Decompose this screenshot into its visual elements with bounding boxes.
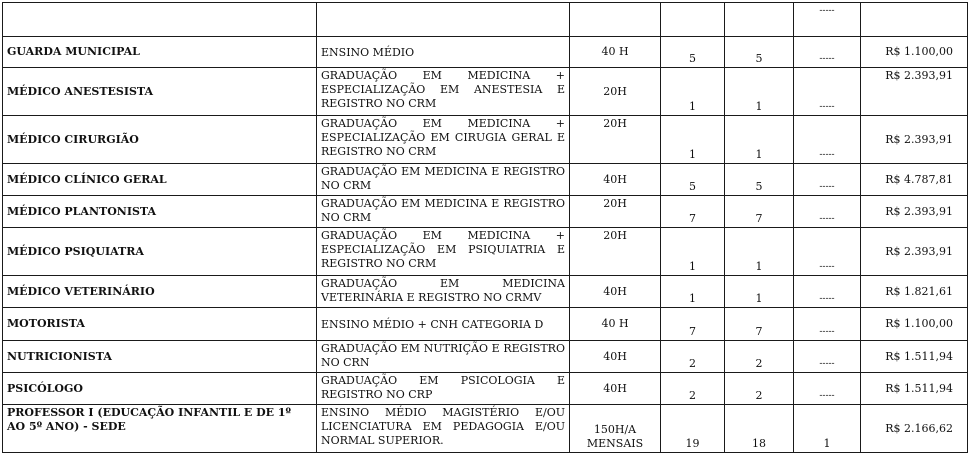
vagas-cell: 1 — [661, 68, 725, 116]
cargo-cell: PROFESSOR I (EDUCAÇÃO INFANTIL E DE 1º AO 5º ANO) - SEDE — [3, 405, 317, 453]
requisito-cell: ENSINO MÉDIO MAGISTÉRIO E/OU LICENCIATURA EM PEDAGOGIA E/OU NORMAL SUPERIOR. — [317, 405, 570, 453]
vagas-cell: 7 — [661, 308, 725, 341]
cargo-cell: MÉDICO VETERINÁRIO — [3, 276, 317, 308]
carga-horaria-cell: 40H — [570, 341, 661, 373]
vagas-ac-cell: 5 — [725, 164, 794, 196]
cargo-cell: MÉDICO ANESTESISTA — [3, 68, 317, 116]
cargo-cell: NUTRICIONISTA — [3, 341, 317, 373]
cargo-cell: MÉDICO PSIQUIATRA — [3, 228, 317, 276]
vagas-cell: 5 — [661, 37, 725, 68]
vagas-cell: 1 — [661, 228, 725, 276]
vagas-cell: 2 — [661, 373, 725, 405]
vagas-ac-cell: 1 — [725, 228, 794, 276]
salario-cell: R$ 2.393,91 — [861, 196, 968, 228]
salario-cell: R$ 2.166,62 — [861, 405, 968, 453]
salario-cell: R$ 1.511,94 — [861, 341, 968, 373]
vagas-pcd-cell: ----- — [794, 196, 861, 228]
vagas-cell: 5 — [661, 164, 725, 196]
carga-horaria-cell: 40 H — [570, 37, 661, 68]
carga-horaria-cell: 40H — [570, 164, 661, 196]
requisito-cell: ENSINO MÉDIO + CNH CATEGORIA D — [317, 308, 570, 341]
vagas-ac-cell: 1 — [725, 116, 794, 164]
vagas-ac-cell: 7 — [725, 196, 794, 228]
table-row — [3, 373, 968, 405]
requisito-cell: GRADUAÇÃO EM MEDICINA E REGISTRO NO CRM — [317, 164, 570, 196]
salario-cell: R$ 1.100,00 — [861, 308, 968, 341]
carga-horaria-cell — [570, 3, 661, 37]
salario-cell: R$ 1.511,94 — [861, 373, 968, 405]
cargo-cell: MOTORISTA — [3, 308, 317, 341]
vacancy-table — [2, 2, 968, 453]
salario-cell: R$ 1.821,61 — [861, 276, 968, 308]
carga-horaria-cell: 40H — [570, 276, 661, 308]
cargo-cell: MÉDICO PLANTONISTA — [3, 196, 317, 228]
carga-horaria-cell: 40 H — [570, 308, 661, 341]
requisito-cell: GRADUAÇÃO EM MEDICINA E REGISTRO NO CRM — [317, 196, 570, 228]
salario-cell: R$ 1.100,00 — [861, 37, 968, 68]
salario-cell: R$ 2.393,91 — [861, 116, 968, 164]
carga-horaria-cell: 150H/A MENSAIS — [570, 405, 661, 453]
table-row — [3, 308, 968, 341]
vagas-pcd-cell: ----- — [794, 341, 861, 373]
table-row — [3, 3, 968, 37]
vagas-pcd-cell: ----- — [794, 37, 861, 68]
carga-horaria-cell: 20H — [570, 228, 661, 276]
requisito-cell — [317, 3, 570, 37]
vagas-ac-cell: 7 — [725, 308, 794, 341]
vagas-pcd-cell: ----- — [794, 68, 861, 116]
salario-cell: R$ 2.393,91 — [861, 68, 968, 116]
vagas-cell: 7 — [661, 196, 725, 228]
vagas-ac-cell — [725, 3, 794, 37]
vagas-ac-cell: 1 — [725, 68, 794, 116]
table-row — [3, 37, 968, 68]
table-row — [3, 228, 968, 276]
carga-horaria-cell: 20H — [570, 68, 661, 116]
vagas-ac-cell: 5 — [725, 37, 794, 68]
vagas-pcd-cell: ----- — [794, 164, 861, 196]
requisito-cell: GRADUAÇÃO EM MEDICINA + ESPECIALIZAÇÃO EM PSIQUIATRIA E REGISTRO NO CRM — [317, 228, 570, 276]
requisito-cell: GRADUAÇÃO EM MEDICINA + ESPECIALIZAÇÃO EM CIRUGIA GERAL E REGISTRO NO CRM — [317, 116, 570, 164]
vagas-cell: 2 — [661, 341, 725, 373]
vagas-cell: 1 — [661, 276, 725, 308]
table-row — [3, 341, 968, 373]
cargo-cell: PSICÓLOGO — [3, 373, 317, 405]
vagas-pcd-cell: 1 — [794, 405, 861, 453]
cargo-cell: GUARDA MUNICIPAL — [3, 37, 317, 68]
requisito-cell: GRADUAÇÃO EM NUTRIÇÃO E REGISTRO NO CRN — [317, 341, 570, 373]
vagas-cell: 19 — [661, 405, 725, 453]
carga-horaria-cell: 20H — [570, 196, 661, 228]
requisito-cell: ENSINO MÉDIO — [317, 37, 570, 68]
cargo-cell — [3, 3, 317, 37]
table-row — [3, 68, 968, 116]
table-row — [3, 276, 968, 308]
table-row — [3, 196, 968, 228]
table-row — [3, 116, 968, 164]
cargo-cell: MÉDICO CIRURGIÃO — [3, 116, 317, 164]
vagas-pcd-cell: ----- — [794, 3, 861, 37]
carga-horaria-cell: 40H — [570, 373, 661, 405]
salario-cell: R$ 2.393,91 — [861, 228, 968, 276]
vagas-ac-cell: 2 — [725, 373, 794, 405]
vagas-pcd-cell: ----- — [794, 228, 861, 276]
vagas-ac-cell: 2 — [725, 341, 794, 373]
vagas-pcd-cell: ----- — [794, 116, 861, 164]
vagas-pcd-cell: ----- — [794, 373, 861, 405]
salario-cell: R$ 4.787,81 — [861, 164, 968, 196]
vagas-ac-cell: 1 — [725, 276, 794, 308]
salario-cell — [861, 3, 968, 37]
vagas-pcd-cell: ----- — [794, 308, 861, 341]
cargo-cell: MÉDICO CLÍNICO GERAL — [3, 164, 317, 196]
table-row — [3, 405, 968, 453]
vagas-ac-cell: 18 — [725, 405, 794, 453]
vagas-pcd-cell: ----- — [794, 276, 861, 308]
requisito-cell: GRADUAÇÃO EM MEDICINA + ESPECIALIZAÇÃO EM ANESTESIA E REGISTRO NO CRM — [317, 68, 570, 116]
carga-horaria-cell: 20H — [570, 116, 661, 164]
vagas-cell — [661, 3, 725, 37]
requisito-cell: GRADUAÇÃO EM PSICOLOGIA E REGISTRO NO CRP — [317, 373, 570, 405]
table-row — [3, 164, 968, 196]
requisito-cell: GRADUAÇÃO EM MEDICINA VETERINÁRIA E REGISTRO NO CRMV — [317, 276, 570, 308]
vagas-cell: 1 — [661, 116, 725, 164]
